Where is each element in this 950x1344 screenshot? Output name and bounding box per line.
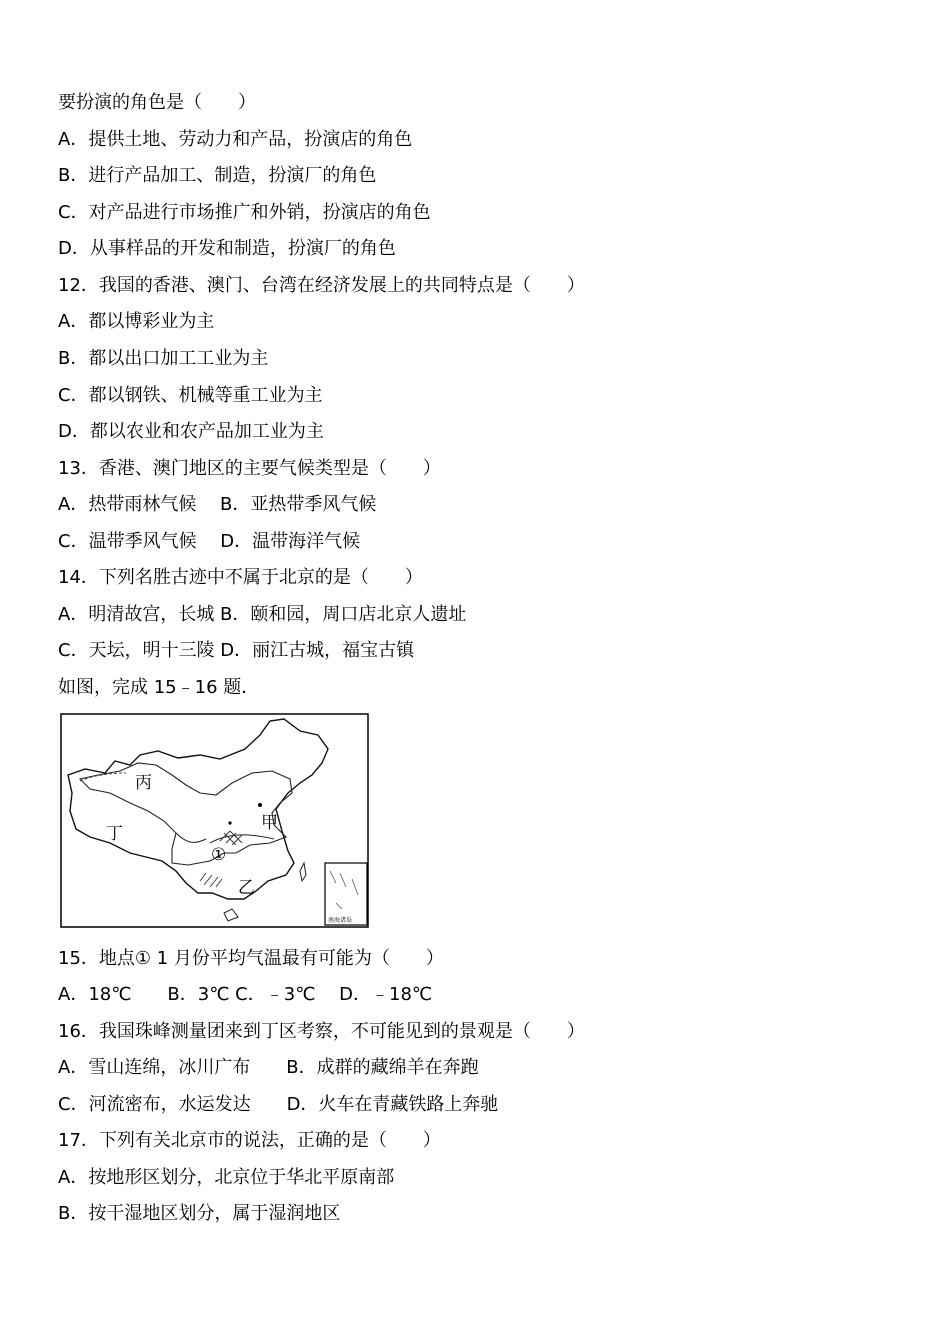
china-map-figure (60, 713, 369, 928)
option-line: A．按地形区划分，北京位于华北平原南部 (58, 1167, 395, 1188)
option-line: A．明清故宫，长城 B．颐和园，周口店北京人遗址 (58, 604, 467, 625)
label-point-1: ① (211, 845, 227, 865)
beijing-dot (258, 803, 262, 807)
label-ding: 丁 (106, 824, 123, 844)
point-dot (228, 821, 231, 824)
map-frame (61, 714, 368, 927)
option-line: B．都以出口加工工业为主 (58, 348, 269, 369)
question-12: 12．我国的香港、澳门、台湾在经济发展上的共同特点是（ ） (58, 275, 585, 296)
question-13: 13．香港、澳门地区的主要气候类型是（ ） (58, 458, 441, 479)
option-line: B．进行产品加工、制造，扮演厂的角色 (58, 165, 377, 186)
option-line: D．都以农业和农产品加工业为主 (58, 421, 324, 442)
inset-label: 南海诸岛 (328, 917, 353, 924)
china-map-svg (60, 713, 369, 928)
question-15: 15．地点① 1 月份平均气温最有可能为（ ） (58, 948, 444, 969)
label-yi: 乙 (238, 878, 255, 898)
text-line: 要扮演的角色是（ ） (58, 92, 256, 113)
question-14: 14．下列名胜古迹中不属于北京的是（ ） (58, 567, 423, 588)
option-line: C．河流密布，水运发达 D．火车在青藏铁路上奔驰 (58, 1094, 499, 1115)
option-line: A．提供土地、劳动力和产品，扮演店的角色 (58, 129, 413, 150)
question-17: 17．下列有关北京市的说法，正确的是（ ） (58, 1130, 441, 1151)
option-line: D．从事样品的开发和制造，扮演厂的角色 (58, 238, 396, 259)
south-china-sea-inset (325, 863, 367, 925)
option-line: C．对产品进行市场推广和外销，扮演店的角色 (58, 202, 431, 223)
option-line: C．温带季风气候 D．温带海洋气候 (58, 531, 361, 552)
label-bing: 丙 (135, 773, 152, 793)
option-line: C．都以钢铁、机械等重工业为主 (58, 385, 323, 406)
label-jia: 甲 (261, 813, 278, 833)
option-line: A．热带雨林气候 B．亚热带季风气候 (58, 494, 377, 515)
question-16: 16．我国珠峰测量团来到丁区考察，不可能见到的景观是（ ） (58, 1021, 585, 1042)
option-line: C．天坛，明十三陵 D．丽江古城，福宝古镇 (58, 640, 415, 661)
option-line: A．雪山连绵，冰川广布 B．成群的藏绵羊在奔跑 (58, 1057, 479, 1078)
option-line: B．按干湿地区划分，属于湿润地区 (58, 1203, 341, 1224)
option-line: A．18℃ B．3℃ C．﹣3℃ D．﹣18℃ (58, 984, 433, 1005)
instruction-line: 如图，完成 15﹣16 题． (58, 677, 260, 698)
option-line: A．都以博彩业为主 (58, 311, 215, 332)
